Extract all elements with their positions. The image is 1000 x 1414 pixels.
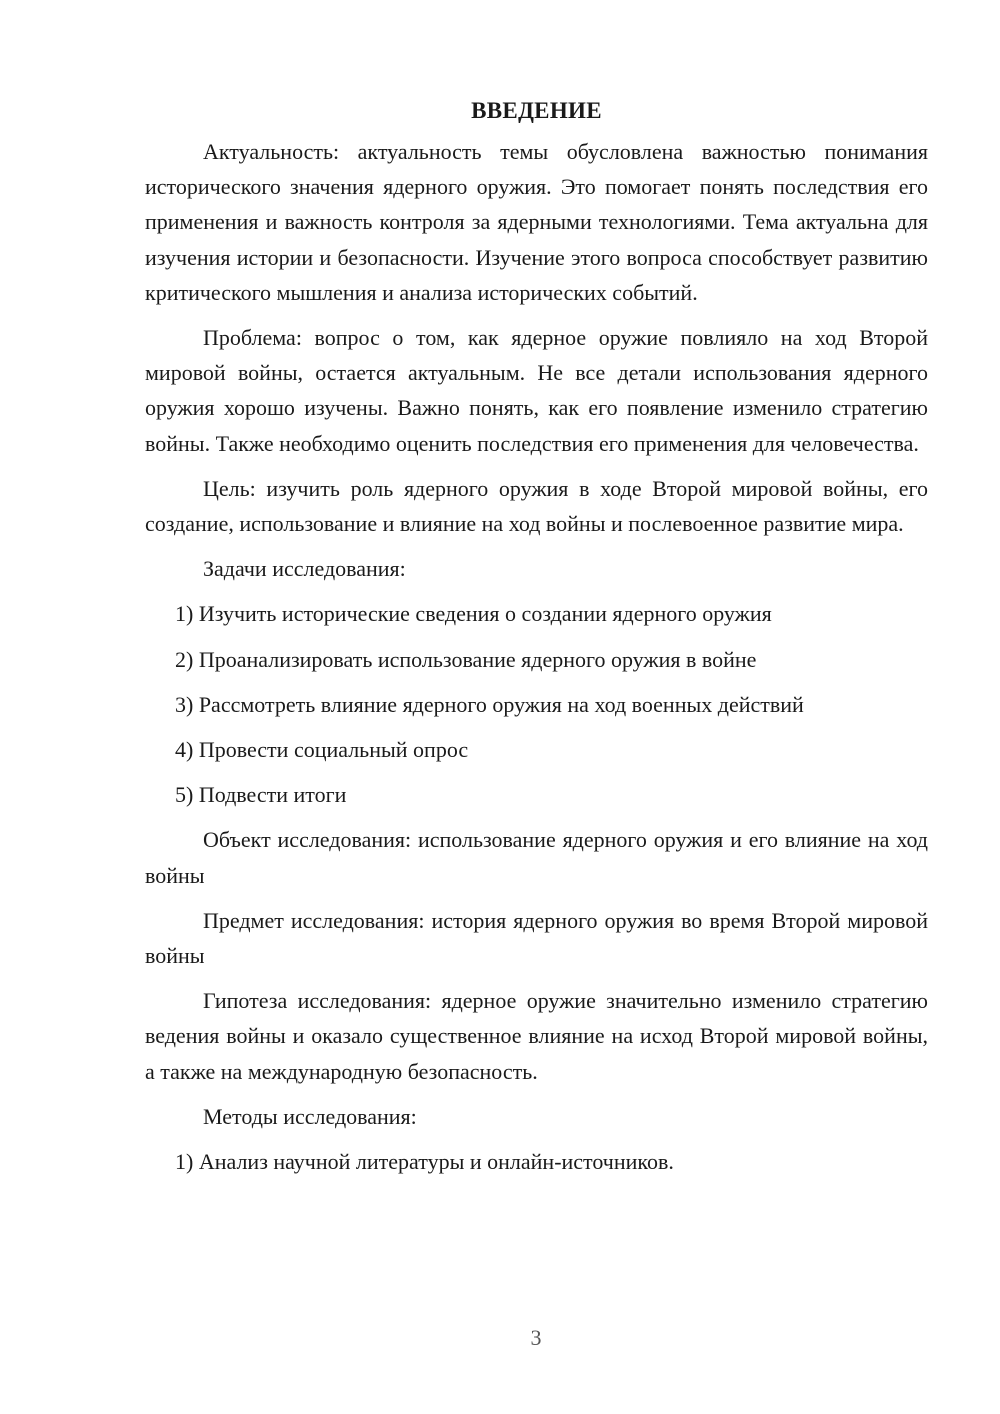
task-item: 2) Проанализировать использование ядерного оружия в войне: [175, 646, 757, 672]
problem-paragraph: Проблема: вопрос о том, как ядерное оружие повлияло на ход Второй мировой войны, остается актуальным. Не все детали использования ядерного оружия хорошо изучены. Важно понять, как его появление изменило стратегию войны. Также необходимо оценить последствия его применения для человечества.: [145, 325, 928, 456]
hypothesis-paragraph: Гипотеза исследования: ядерное оружие значительно изменило стратегию ведения войны и оказало существенное влияние на исход Второй мировой войны, а также на международную безопасность.: [145, 988, 928, 1084]
section-title: ВВЕДЕНИЕ: [471, 98, 602, 123]
subject-paragraph: Предмет исследования: история ядерного оружия во время Второй мировой войны: [145, 907, 928, 969]
task-item: 1) Изучить исторические сведения о создании ядерного оружия: [175, 601, 772, 627]
goal-paragraph: Цель: изучить роль ядерного оружия в ходе Второй мировой войны, его создание, использование и влияние на ход войны и послевоенное развитие мира.: [145, 475, 928, 537]
page-number: 3: [530, 1325, 542, 1350]
tasks-heading: Задачи исследования:: [203, 556, 406, 582]
relevance-paragraph: Актуальность: актуальность темы обусловлена важностью понимания исторического значения ядерного оружия. Это помогает понять последствия его применения и важность контроля за ядерными технологиями. Тема актуальна для изучения истории и безопасности. Изучение этого вопроса способствует развитию критического мышления и анализа исторических событий.: [145, 139, 928, 305]
method-item: 1) Анализ научной литературы и онлайн-источников.: [175, 1149, 674, 1175]
methods-list: [145, 1144, 928, 1179]
task-item: 5) Подвести итоги: [175, 782, 347, 808]
methods-heading: Методы исследования:: [203, 1103, 417, 1129]
tasks-list: [145, 596, 928, 812]
task-item: 3) Рассмотреть влияние ядерного оружия на ход военных действий: [175, 691, 804, 717]
task-item: 4) Провести социальный опрос: [175, 737, 469, 763]
object-paragraph: Объект исследования: использование ядерного оружия и его влияние на ход войны: [145, 827, 928, 888]
document-page: [145, 90, 928, 1179]
